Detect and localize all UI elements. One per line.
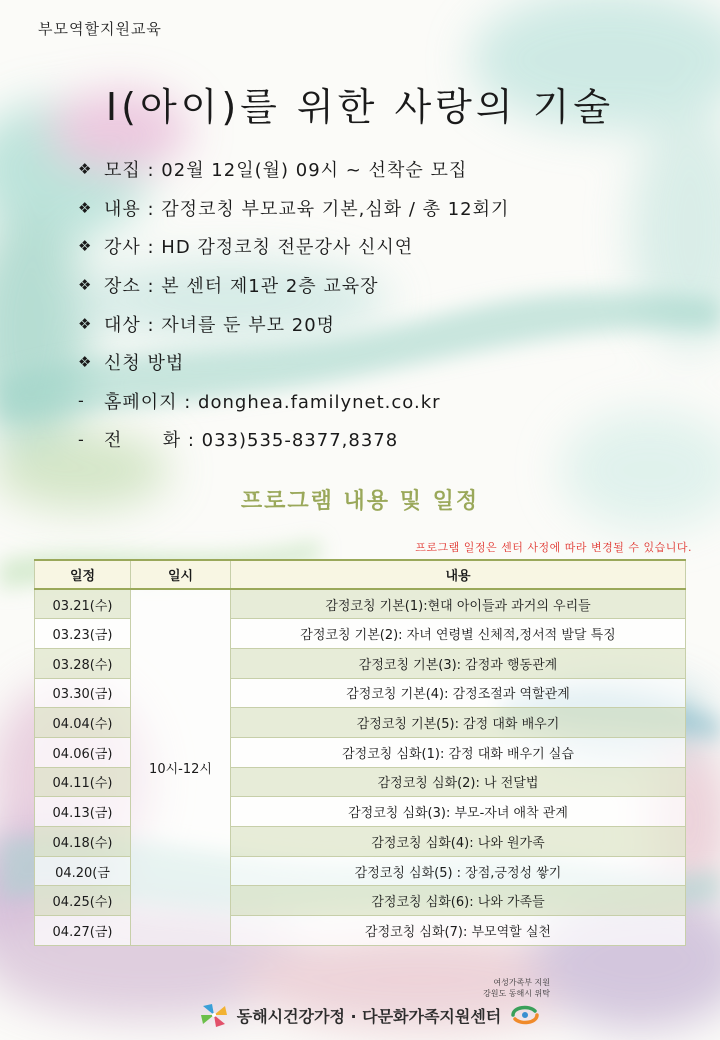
row-content: 감정코칭 심화(1): 감정 대화 배우기 실습 (231, 737, 686, 767)
info-item-instructor (78, 227, 698, 266)
diamond-bullet-icon: ❖ (78, 160, 93, 179)
header-time: 일시 (131, 560, 231, 589)
footer-organization (160, 1000, 580, 1030)
row-date: 04.13(금) (35, 797, 131, 827)
row-content: 감정코칭 기본(4): 감정조절과 역할관계 (231, 678, 686, 708)
row-content: 감정코칭 심화(6): 나와 가족들 (231, 886, 686, 916)
schedule-table (34, 559, 686, 946)
row-date: 03.21(수) (35, 589, 131, 619)
contact-phone (78, 420, 698, 459)
diamond-bullet-icon: ❖ (78, 198, 93, 217)
dash-bullet: - (78, 429, 85, 449)
info-text: 모집 : 02월 12일(월) 09시 ~ 선착순 모집 (104, 160, 468, 182)
info-text: 강사 : HD 감정코칭 전문강사 신시연 (104, 237, 414, 259)
row-date: 03.23(금) (35, 619, 131, 649)
row-content: 감정코칭 기본(1):현대 아이들과 과거의 우리들 (231, 589, 686, 619)
family-logo-icon (509, 1003, 541, 1027)
info-text: 장소 : 본 센터 제1관 2층 교육장 (104, 276, 379, 298)
info-item-location (78, 266, 698, 305)
homepage-text: 홈페이지 : donghea.familynet.co.kr (104, 391, 441, 413)
row-content: 감정코칭 심화(7): 부모역할 실천 (231, 916, 686, 946)
sponsor-line-2: 강원도 동해시 위탁 (483, 989, 550, 998)
row-date: 04.04(수) (35, 708, 131, 738)
row-content: 감정코칭 심화(5) : 장점,긍정성 쌓기 (231, 856, 686, 886)
schedule-notice: 프로그램 일정은 센터 사정에 따라 변경될 수 있습니다. (415, 541, 692, 554)
section-title: 프로그램 내용 및 일정 (240, 489, 480, 514)
info-item-recruit (78, 150, 698, 189)
diamond-bullet-icon: ❖ (78, 353, 93, 372)
header-date: 일정 (35, 560, 131, 589)
info-text: 신청 방법 (104, 353, 185, 375)
info-list (78, 150, 698, 459)
row-date: 03.28(수) (35, 648, 131, 678)
row-time: 10시-12시 (131, 589, 231, 945)
phone-text: 전 화 : 033)535-8377,8378 (104, 430, 399, 452)
info-item-content (78, 189, 698, 228)
info-text: 내용 : 감정코칭 부모교육 기본,심화 / 총 12회기 (104, 198, 510, 220)
row-date: 04.18(수) (35, 827, 131, 857)
row-date: 04.27(금) (35, 916, 131, 946)
info-item-target (78, 304, 698, 343)
diamond-bullet-icon: ❖ (78, 314, 93, 333)
row-date: 04.11(수) (35, 767, 131, 797)
row-content: 감정코칭 심화(3): 부모-자녀 애착 관계 (231, 797, 686, 827)
row-date: 04.25(수) (35, 886, 131, 916)
row-date: 03.30(금) (35, 678, 131, 708)
table-row (35, 589, 686, 619)
sponsor-info (360, 977, 550, 999)
diamond-bullet-icon: ❖ (78, 237, 93, 256)
pinwheel-logo-icon (199, 1002, 229, 1028)
info-item-apply (78, 343, 698, 382)
diamond-bullet-icon: ❖ (78, 276, 93, 295)
row-date: 04.06(금) (35, 737, 131, 767)
sponsor-line-1: 여성가족부 지원 (493, 978, 550, 987)
header-content: 내용 (231, 560, 686, 589)
row-content: 감정코칭 심화(4): 나와 원가족 (231, 827, 686, 857)
row-content: 감정코칭 기본(3): 감정과 행동관계 (231, 648, 686, 678)
organization-name: 동해시건강가정 · 다문화가족지원센터 (236, 1006, 502, 1026)
row-content: 감정코칭 심화(2): 나 전달법 (231, 767, 686, 797)
row-date: 04.20(금 (35, 856, 131, 886)
dash-bullet: - (78, 391, 85, 411)
row-content: 감정코칭 기본(5): 감정 대화 배우기 (231, 708, 686, 738)
contact-homepage (78, 382, 698, 421)
info-text: 대상 : 자녀를 둔 부모 20명 (104, 314, 336, 336)
row-content: 감정코칭 기본(2): 자녀 연령별 신체적,정서적 발달 특징 (231, 619, 686, 649)
page-title: I(아이)를 위한 사랑의 기술 (105, 85, 615, 129)
table-header-row (35, 560, 686, 589)
category-label: 부모역할지원교육 (38, 20, 162, 38)
